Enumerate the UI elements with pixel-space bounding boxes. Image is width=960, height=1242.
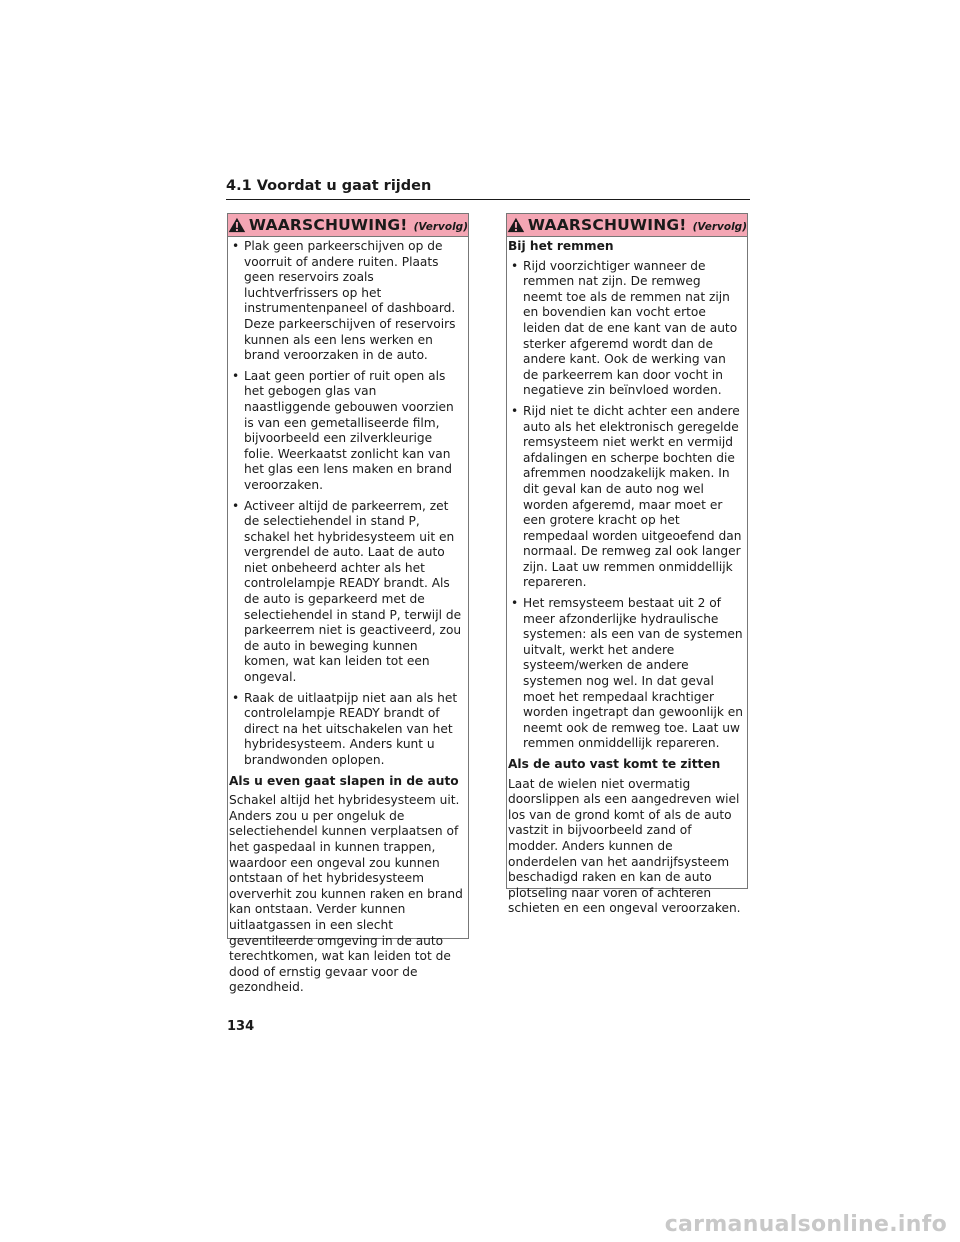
watermark: carmanualsonline.info: [664, 1212, 947, 1237]
warning-title: WAARSCHUWING!: [248, 216, 408, 234]
warning-body: [228, 237, 468, 996]
warning-triangle-icon: [507, 217, 525, 233]
continued-label: (Vervolg): [413, 220, 468, 233]
page-number: 134: [227, 1019, 255, 1034]
section-header: 4.1 Voordat u gaat rijden: [226, 177, 750, 200]
subheading-braking: Bij het remmen: [508, 239, 614, 253]
subheading-stuck: Als de auto vast komt te zitten: [508, 757, 721, 771]
paragraph-sleeping: Schakel altijd het hybridesysteem uit. Anders zou u per ongeluk de selectiehendel kunnen verplaatsen of het gaspedaal in kunnen trappen, waardoor een ongeval zou kunnen ontstaan of het hybridesysteem oververhit zou kunnen raken en brand kan ontstaan. Verder kunnen uitlaatgassen in een slecht geventileerde omgeving in de auto terechtkomen, wat kan leiden tot de dood of ernstig gevaar voor de gezondheid.: [229, 793, 463, 995]
paragraph-stuck: Laat de wielen niet overmatig doorslippen als een aangedreven wiel los van de grond komt of als de auto vastzit in bijvoorbeeld zand of modder. Anders kunnen de onderdelen van het aandrijfsysteem beschadigd raken en kan de auto plotseling naar voren of achteren schieten en een ongeval veroorzaken.: [508, 776, 741, 916]
warning-bar: [507, 214, 747, 237]
bullet-item: • Rijd voorzichtiger wanneer de remmen nat zijn. De remweg neemt toe als de remmen nat zijn en bovendien kan vocht ertoe leiden dat de ene kant van de auto sterker afgeremd wordt dan de andere kant. Ook de werking van de parkeerrem kan door vocht in negatieve zin beïnvloed worden.: [508, 259, 743, 399]
bullet-list: [229, 239, 464, 769]
subheading-sleeping: Als u even gaat slapen in de auto: [229, 773, 459, 788]
bullet-list: [508, 259, 743, 752]
warning-triangle-icon: [228, 217, 246, 233]
bullet-item: • Laat geen portier of ruit open als het gebogen glas van naastliggende gebouwen voorzien is van een gemetalliseerde film, bijvoorbeeld een zilverkleurige folie. Weerkaatst zonlicht kan van het glas een lens maken en brand veroorzaken.: [229, 369, 464, 494]
bullet-item: • Raak de uitlaatpijp niet aan als het controlelampje READY brandt of direct na het uitschakelen van het hybridesysteem. Anders kunt u brandwonden oplopen.: [229, 691, 464, 769]
warning-bar: [228, 214, 468, 237]
bullet-item: • Rijd niet te dicht achter een andere auto als het elektronisch geregelde remsysteem niet werkt en vermijd afdalingen en scherpe bochten die afremmen noodzakelijk maken. In dit geval kan de auto nog wel worden afgeremd, maar moet er een grotere kracht op het rempedaal worden uitgeoefend dan normaal. De remweg zal ook langer zijn. Laat uw remmen onmiddellijk repareren.: [508, 404, 743, 591]
bullet-item: • Plak geen parkeerschijven op de voorruit of andere ruiten. Plaats geen reservoirs zoals luchtverfrissers op het instrumentenpaneel of dashboard. Deze parkeerschijven of reservoirs kunnen als een lens werken en brand veroorzaken in de auto.: [229, 239, 464, 364]
bullet-item: • Het remsysteem bestaat uit 2 of meer afzonderlijke hydraulische systemen: als een van de systemen uitvalt, werkt het andere systeem/werken de andere systemen nog wel. In dat geval moet het rempedaal krachtiger worden ingetrapt dan gewoonlijk en neemt ook de remweg toe. Laat uw remmen onmiddellijk repareren.: [508, 596, 743, 752]
bullet-item: • Activeer altijd de parkeerrem, zet de selectiehendel in stand P, schakel het hybridesysteem uit en vergrendel de auto. Laat de auto niet onbeheerd achter als het controlelampje READY brandt. Als de auto is geparkeerd met de selectiehendel in stand P, terwijl de parkeerrem niet is geactiveerd, zou de auto in beweging kunnen komen, wat kan leiden tot een ongeval.: [229, 499, 464, 686]
warning-box-left: [227, 213, 469, 995]
continued-label: (Vervolg): [692, 220, 747, 233]
warning-box-right: [506, 213, 748, 916]
warning-body: [507, 237, 747, 917]
warning-title: WAARSCHUWING!: [527, 216, 687, 234]
